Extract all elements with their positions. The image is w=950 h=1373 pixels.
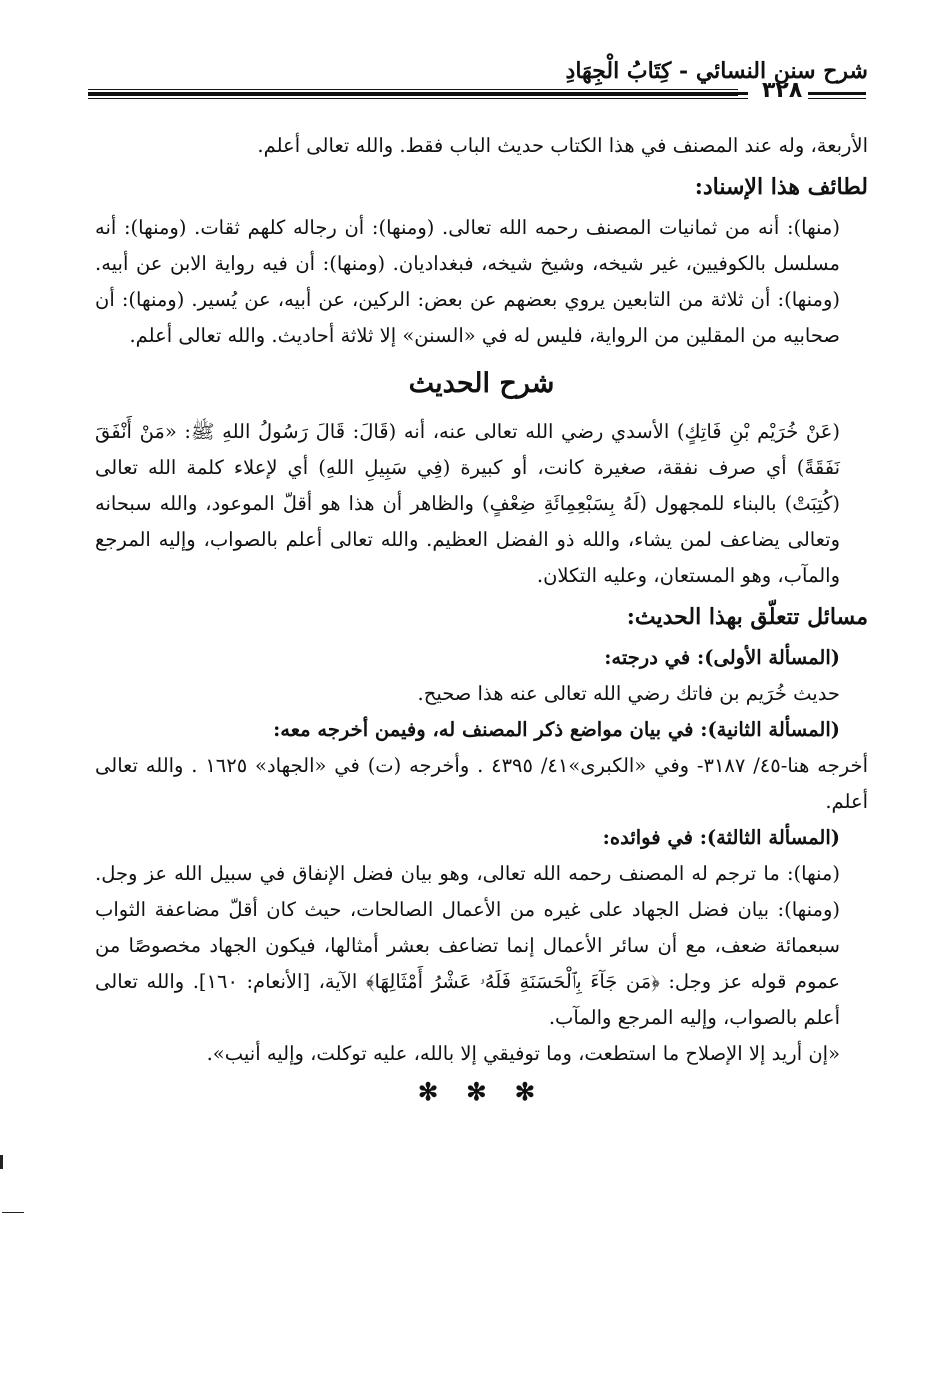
closing-quote: «إن أريد إلا الإصلاح ما استطعت، وما توفيقي إلا بالله، عليه توكلت، وإليه أنيب». — [206, 1042, 840, 1065]
question-2-title: (المسألة الثانية): في بيان مواضع ذكر المصنف له، وفيمن أخرجه معه: — [273, 718, 840, 741]
page-number-rule-left-thin — [88, 98, 748, 99]
margin-mark-dot — [0, 1155, 3, 1169]
lataif-paragraph: (منها): أنه من ثمانيات المصنف رحمه الله تعالى. (ومنها): أن رجاله كلهم ثقات. (ومنها): أنه مسلسل بالكوفيين، غير شيخه، وشيخ شيخه، فبغداديان. (ومنها): أن فيه رواية الابن عن أبيه. (ومنها): أن ثلاثة من التابعين يروي بعضهم عن بعض: الركين، عن أبيه، عن يُسير. (ومنها): أن صحابيه من المقلين من الرواية، فليس له في «السنن» إلا ثلاثة أحاديث. والله تعالى أعلم. — [95, 216, 840, 347]
question-3-title: (المسألة الثالثة): في فوائده: — [602, 826, 840, 849]
sharh-heading: شرح الحديث — [408, 368, 555, 399]
question-3-text: (منها): ما ترجم له المصنف رحمه الله تعالى، وهو بيان فضل الإنفاق في سبيل الله عز وجل. (ومنها): بيان فضل الجهاد على غيره من الأعمال الصالحات، حيث كان أقلّ مضاعفة الثواب سبعمائة ضعف، مع أن سائر الأعمال إنما تضاعف بعشر أمثالها، فيكون الجهاد مخصوصًا من عموم قوله عز وجل: ﴿مَن جَآءَ بِٱلْحَسَنَةِ فَلَهُۥ عَشْرُ أَمْثَالِهَا﴾ الآية، [الأنعام: ١٦٠]. والله تعالى أعلم بالصواب، وإليه المرجع والمآب. — [95, 862, 840, 1029]
masail-heading: مسائل تتعلّق بهذا الحديث: — [626, 604, 868, 630]
section-end-stars: ✻ ✻ ✻ — [417, 1077, 546, 1106]
main-text — [95, 128, 868, 1112]
running-title: شرح سنن النسائي - كِتَابُ الْجِهَادِ — [565, 58, 868, 84]
page-number-rule-right-thin — [808, 98, 866, 99]
question-1-text: حديث خُرَيم بن فاتك رضي الله تعالى عنه هذا صحيح. — [417, 682, 840, 705]
sharh-paragraph: (عَنْ خُرَيْم بْنِ فَاتِكٍ) الأسدي رضي الله تعالى عنه، أنه (قَالَ: قَالَ رَسُولُ اللهِ ﷺ: «مَنْ أَنْفَقَ نَفَقَةً) أي صرف نفقة، صغيرة كانت، أو كبيرة (فِي سَبِيلِ اللهِ) أي لإعلاء كلمة الله تعالى (كُتِبَتْ) بالبناء للمجهول (لَهُ بِسَبْعِمِائَةِ ضِعْفٍ) والظاهر أن هذا هو أقلّ الموعود، والله سبحانه وتعالى يضاعف لمن يشاء، والله ذو الفضل العظيم. والله تعالى أعلم بالصواب، وإليه المرجع والمآب، وهو المستعان، وعليه التكلان. — [95, 420, 840, 587]
lataif-heading: لطائف هذا الإسناد: — [694, 174, 868, 200]
intro-line: الأربعة، وله عند المصنف في هذا الكتاب حديث الباب فقط. والله تعالى أعلم. — [257, 134, 868, 157]
page-number: ٣٢٨ — [762, 78, 803, 103]
page-number-rule-left — [88, 92, 748, 95]
header-rule-thin — [88, 89, 738, 90]
question-1-title: (المسألة الأولى): في درجته: — [604, 646, 840, 669]
question-2-text: أخرجه هنا-٤٥/ ٣١٨٧- وفي «الكبرى»٤١/ ٤٣٩٥ . وأخرجه (ت) في «الجهاد» ١٦٢٥ . والله تعالى أعلم. — [95, 754, 869, 813]
margin-mark-line — [2, 1212, 24, 1213]
page-number-rule-right — [808, 92, 866, 95]
